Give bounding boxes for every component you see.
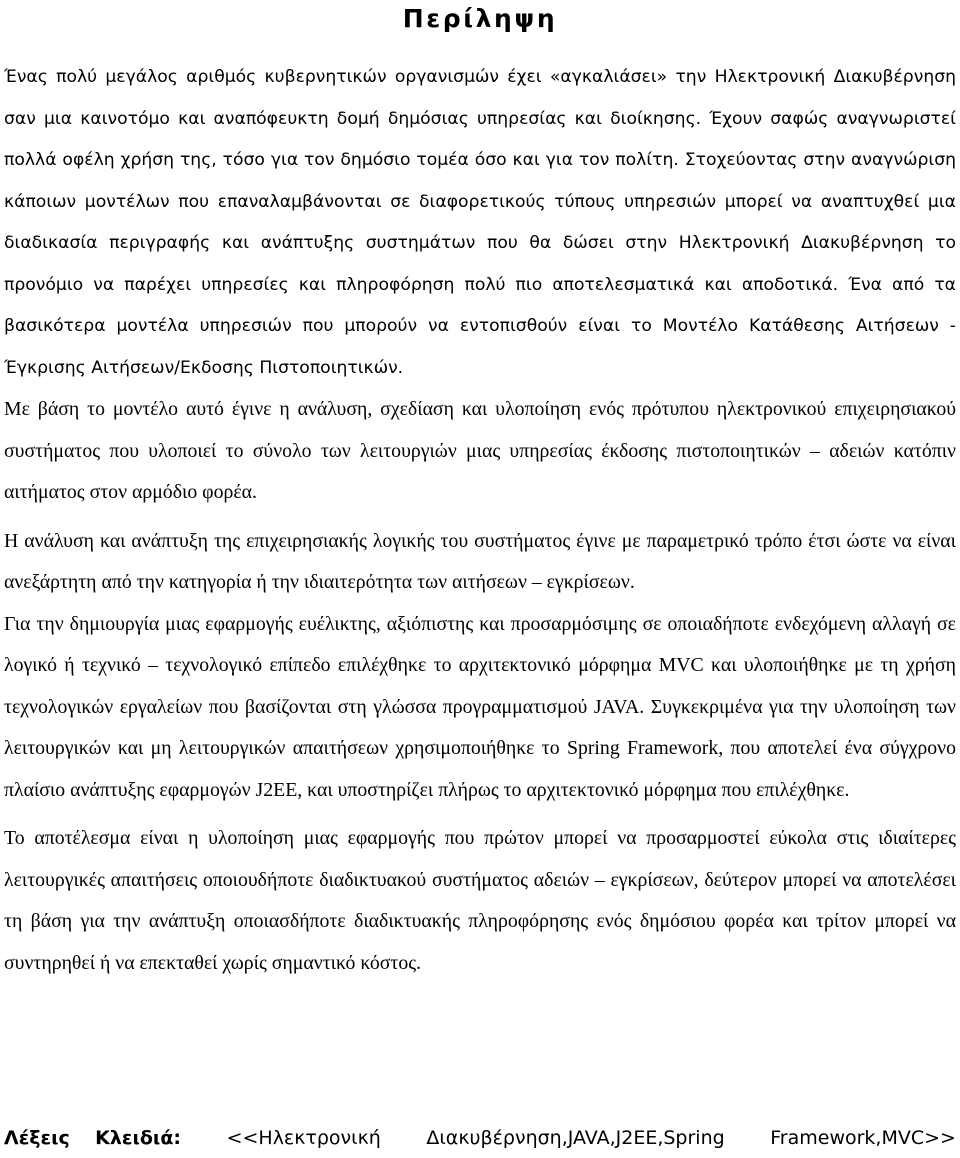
keywords-value-part2: Διακυβέρνηση,JAVA,J2EE,Spring [426,1127,725,1149]
paragraph-intro: Ένας πολύ μεγάλος αριθμός κυβερνητικών οργανισμών έχει «αγκαλιάσει» την Ηλεκτρονική Διακυβέρνηση σαν μια καινοτόμο και αναπόφευκτη δομή δημόσιας υπηρεσίας και διοίκησης. Έχουν σαφώς αναγνωριστεί πολλά οφέλη χρήση της, τόσο για τον δημόσιο τομέα όσο και για τον πολίτη. Στοχεύοντας στην αναγνώριση κάποιων μοντέλων που επαναλαμβάνονται σε διαφορετικούς τύπους υπηρεσιών μπορεί να αναπτυχθεί μια διαδικασία περιγραφής και ανάπτυξης συστημάτων που θα δώσει στην Ηλεκτρονική Διακυβέρνηση το προνόμιο να παρέχει υπηρεσίες και πληροφόρηση πολύ πιο αποτελεσματικά και αποδοτικά. Ένα από τα βασικότερα μοντέλα υπηρεσιών που μπορούν να εντοπισθούν είναι το Μοντέλο Κατάθεσης Αιτήσεων - Έγκρισης Αιτήσεων/Εκδοσης Πιστοποιητικών. [4,67,956,378]
document-title: Περίληψη [402,4,558,33]
paragraph-analysis [4,389,956,514]
paragraph-architecture: Για την δημιουργία μιας εφαρμογής ευέλικτης, αξιόπιστης και προσαρμόσιμης σε οποιαδήποτε ενδεχόμενη αλλαγή σε λογικό ή τεχνικό – τεχνολογικό επίπεδο επιλέχθηκε το αρχιτεκτονικό μόρφημα MVC και υλοποιήθηκε με τη χρήση τεχνολογικών εργαλείων που βασίζονται στη γλώσσα προγραμματισμού JAVA. Συγκεκριμένα για την υλοποίηση των λειτουργικών και μη λειτουργικών απαιτήσεων χρησιμοποιήθηκε το Spring Framework, που αποτελεί ένα σύγχρονο πλαίσιο ανάπτυξης εφαρμογών J2EE, και υποστηρίζει πλήρως το αρχιτεκτονικό μόρφημα που επιλέχθηκε. [4,612,956,801]
keywords-line [4,1123,956,1153]
keywords-value-part3: Framework,MVC>> [770,1127,956,1149]
keywords-value-part1: <<Ηλεκτρονική [226,1127,381,1149]
paragraph-result: Το αποτέλεσμα είναι η υλοποίηση μιας εφαρμογής που πρώτον μπορεί να προσαρμοστεί εύκολα στις ιδιαίτερες λειτουργικές απαιτήσεις οποιουδήποτε διαδικτυακού συστήματος αδειών – εγκρίσεων, δεύτερον μπορεί να αποτελέσει τη βάση για την ανάπτυξη οποιασδήποτε διαδικτυακής πληροφόρησης ενός δημόσιου φορέα και τρίτον μπορεί να συντηρηθεί ή να επεκταθεί χωρίς σημαντικό κόστος. [4,827,956,974]
paragraph-business-logic: Η ανάλυση και ανάπτυξη της επιχειρησιακής λογικής του συστήματος έγινε με παραμετρικό τρόπο έτσι ώστε να είναι ανεξάρτητη από την κατηγορία ή την ιδιαιτερότητα των αιτήσεων – εγκρίσεων. [4,529,956,593]
keywords-label-word1: Λέξεις [4,1127,70,1149]
keywords-label [4,1123,181,1153]
keywords-label-word2: Κλειδιά: [95,1127,181,1149]
paragraph-analysis-text: Με βάση το μοντέλο αυτό έγινε η ανάλυση, σχεδίαση και υλοποίηση ενός πρότυπου ηλεκτρονικού επιχειρησιακού συστήματος που υλοποιεί το σύνολο των λειτουργιών μιας υπηρεσίας έκδοσης πιστοποιητικών – αδειών κατόπιν αιτήματος στον αρμόδιο φορέα. [4,398,956,503]
